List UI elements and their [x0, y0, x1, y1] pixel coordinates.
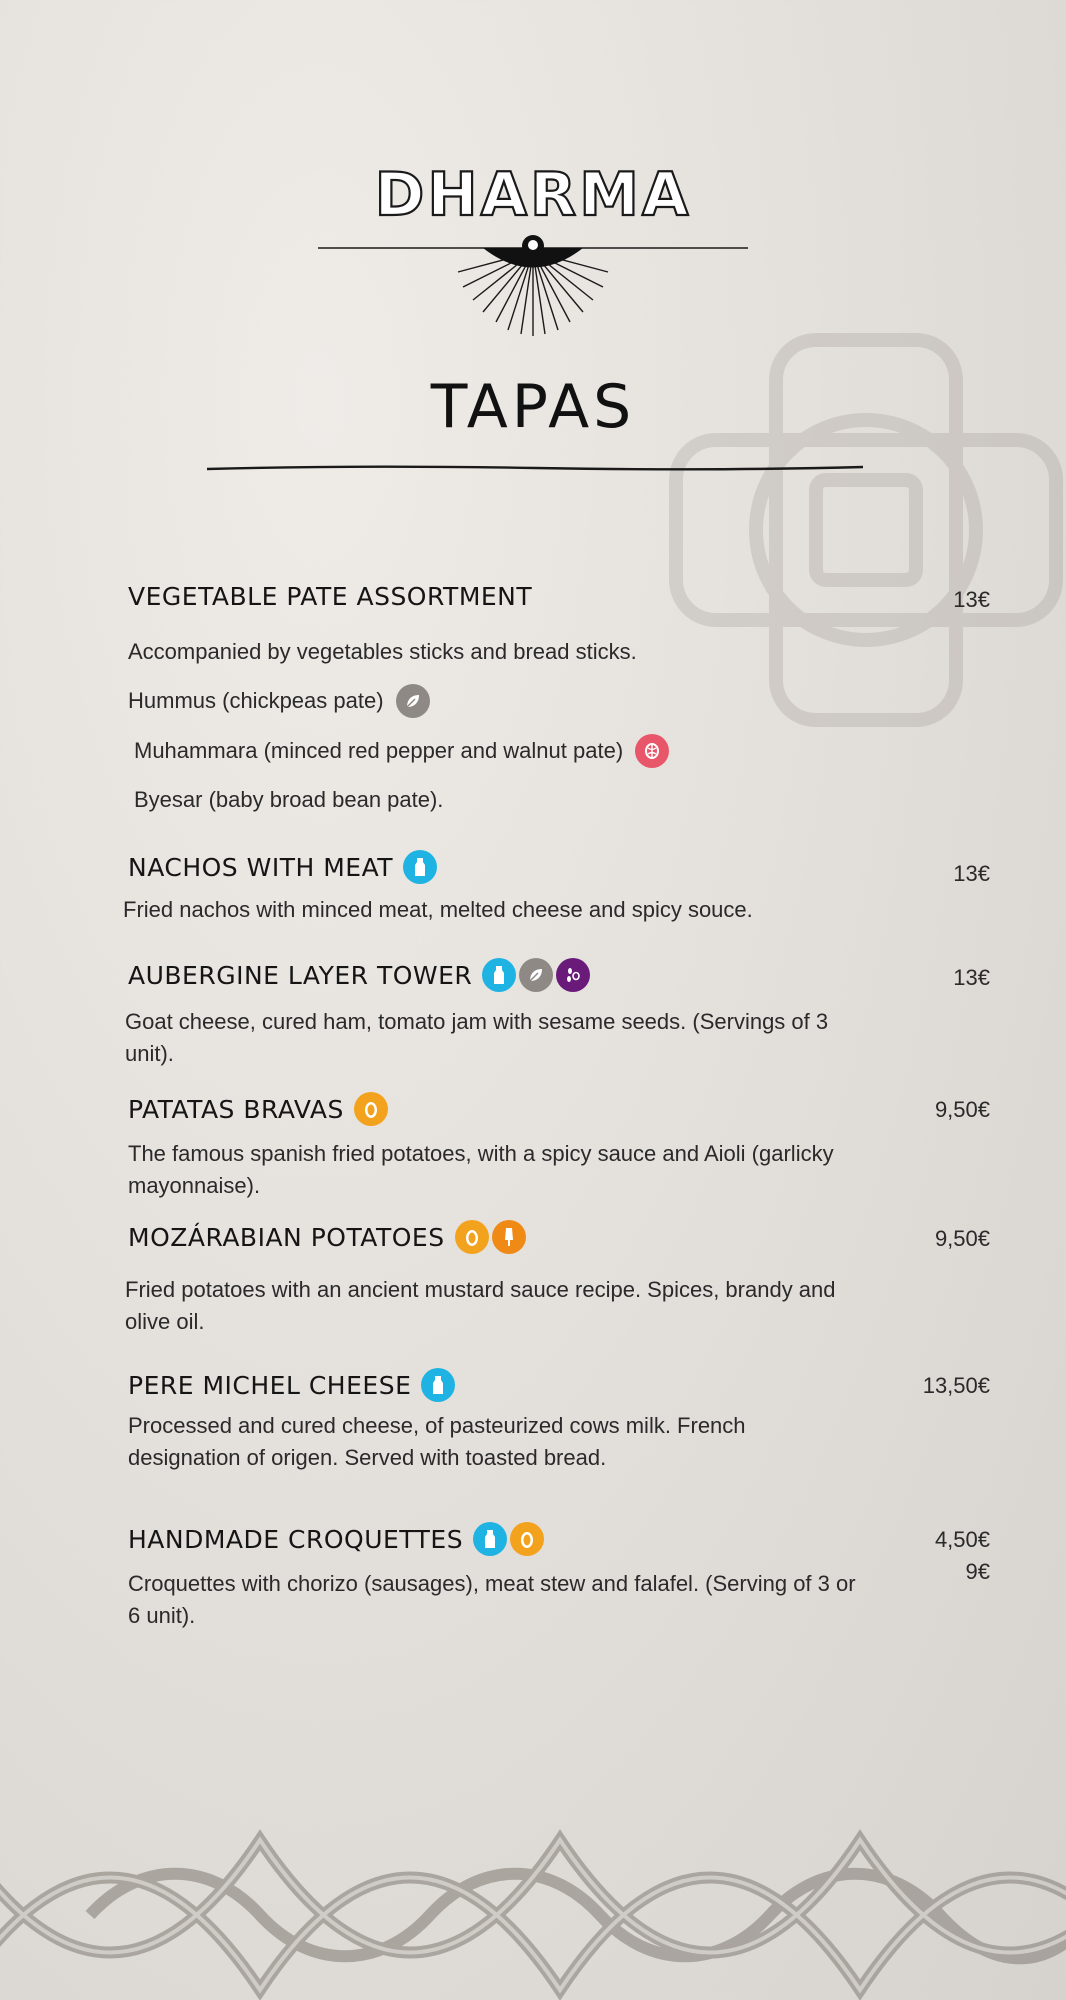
menu-item-name: AUBERGINE LAYER TOWER: [128, 958, 593, 992]
title-underline: [205, 462, 865, 474]
menu-subitem-text: Muhammara (minced red pepper and walnut pate): [134, 738, 624, 763]
celtic-border-decoration: [0, 1820, 1066, 2000]
milk-icon: [421, 1368, 455, 1402]
menu-item-description: Croquettes with chorizo (sausages), meat stew and falafel. (Serving of 3 or 6 unit).: [128, 1571, 856, 1628]
menu-subitem-text: Byesar (baby broad bean pate).: [134, 787, 444, 812]
vegan-leaf-icon: [519, 958, 553, 992]
menu-item-description: Fried potatoes with an ancient mustard sauce recipe. Spices, brandy and olive oil.: [125, 1277, 836, 1334]
menu-item-name: NACHOS WITH MEAT: [128, 850, 440, 884]
menu-item-description: The famous spanish fried potatoes, with a spicy sauce and Aioli (garlicky mayonnaise).: [128, 1141, 834, 1198]
menu-item-price: 4,50€: [934, 1527, 990, 1552]
menu-subitem: [128, 684, 888, 718]
menu-item-price: 13€: [953, 965, 990, 990]
vegan-leaf-icon: [396, 684, 430, 718]
menu-item-name: VEGETABLE PATE ASSORTMENT: [128, 582, 533, 611]
egg-icon: [510, 1522, 544, 1556]
menu-item-description: Processed and cured cheese, of pasteurized cows milk. French designation of origen. Served with toasted bread.: [128, 1413, 746, 1470]
egg-icon: [354, 1092, 388, 1126]
menu-subitem: [134, 734, 894, 768]
milk-icon: [403, 850, 437, 884]
milk-icon: [482, 958, 516, 992]
menu-item-description: Fried nachos with minced meat, melted cheese and spicy souce.: [123, 897, 753, 922]
section-title: TAPAS: [430, 372, 636, 442]
menu-item-description: Accompanied by vegetables sticks and bread sticks.: [128, 639, 637, 664]
menu-subitem-text: Hummus (chickpeas pate): [128, 688, 384, 713]
menu-item-price-large: 9€: [965, 1559, 990, 1584]
menu-item-price: 13€: [953, 587, 990, 612]
sun-emblem-icon: [318, 232, 748, 342]
menu-item-price: 13,50€: [922, 1373, 990, 1398]
menu-item-name: PERE MICHEL CHEESE: [128, 1368, 458, 1402]
menu-item-name: MOZÁRABIAN POTATOES: [128, 1220, 529, 1254]
menu-item-description: Goat cheese, cured ham, tomato jam with sesame seeds. (Servings of 3 unit).: [125, 1009, 829, 1066]
menu-item-price: 13€: [953, 861, 990, 886]
brand-title: DHARMA: [374, 160, 692, 230]
milk-icon: [473, 1522, 507, 1556]
egg-icon: [455, 1220, 489, 1254]
sesame-icon: [556, 958, 590, 992]
menu-item-price: 9,50€: [934, 1097, 990, 1122]
nuts-icon: [635, 734, 669, 768]
menu-item-name: HANDMADE CROQUETTES: [128, 1522, 547, 1556]
menu-item-price: 9,50€: [934, 1226, 990, 1251]
menu-item-name: PATATAS BRAVAS: [128, 1092, 391, 1126]
mustard-icon: [492, 1220, 526, 1254]
